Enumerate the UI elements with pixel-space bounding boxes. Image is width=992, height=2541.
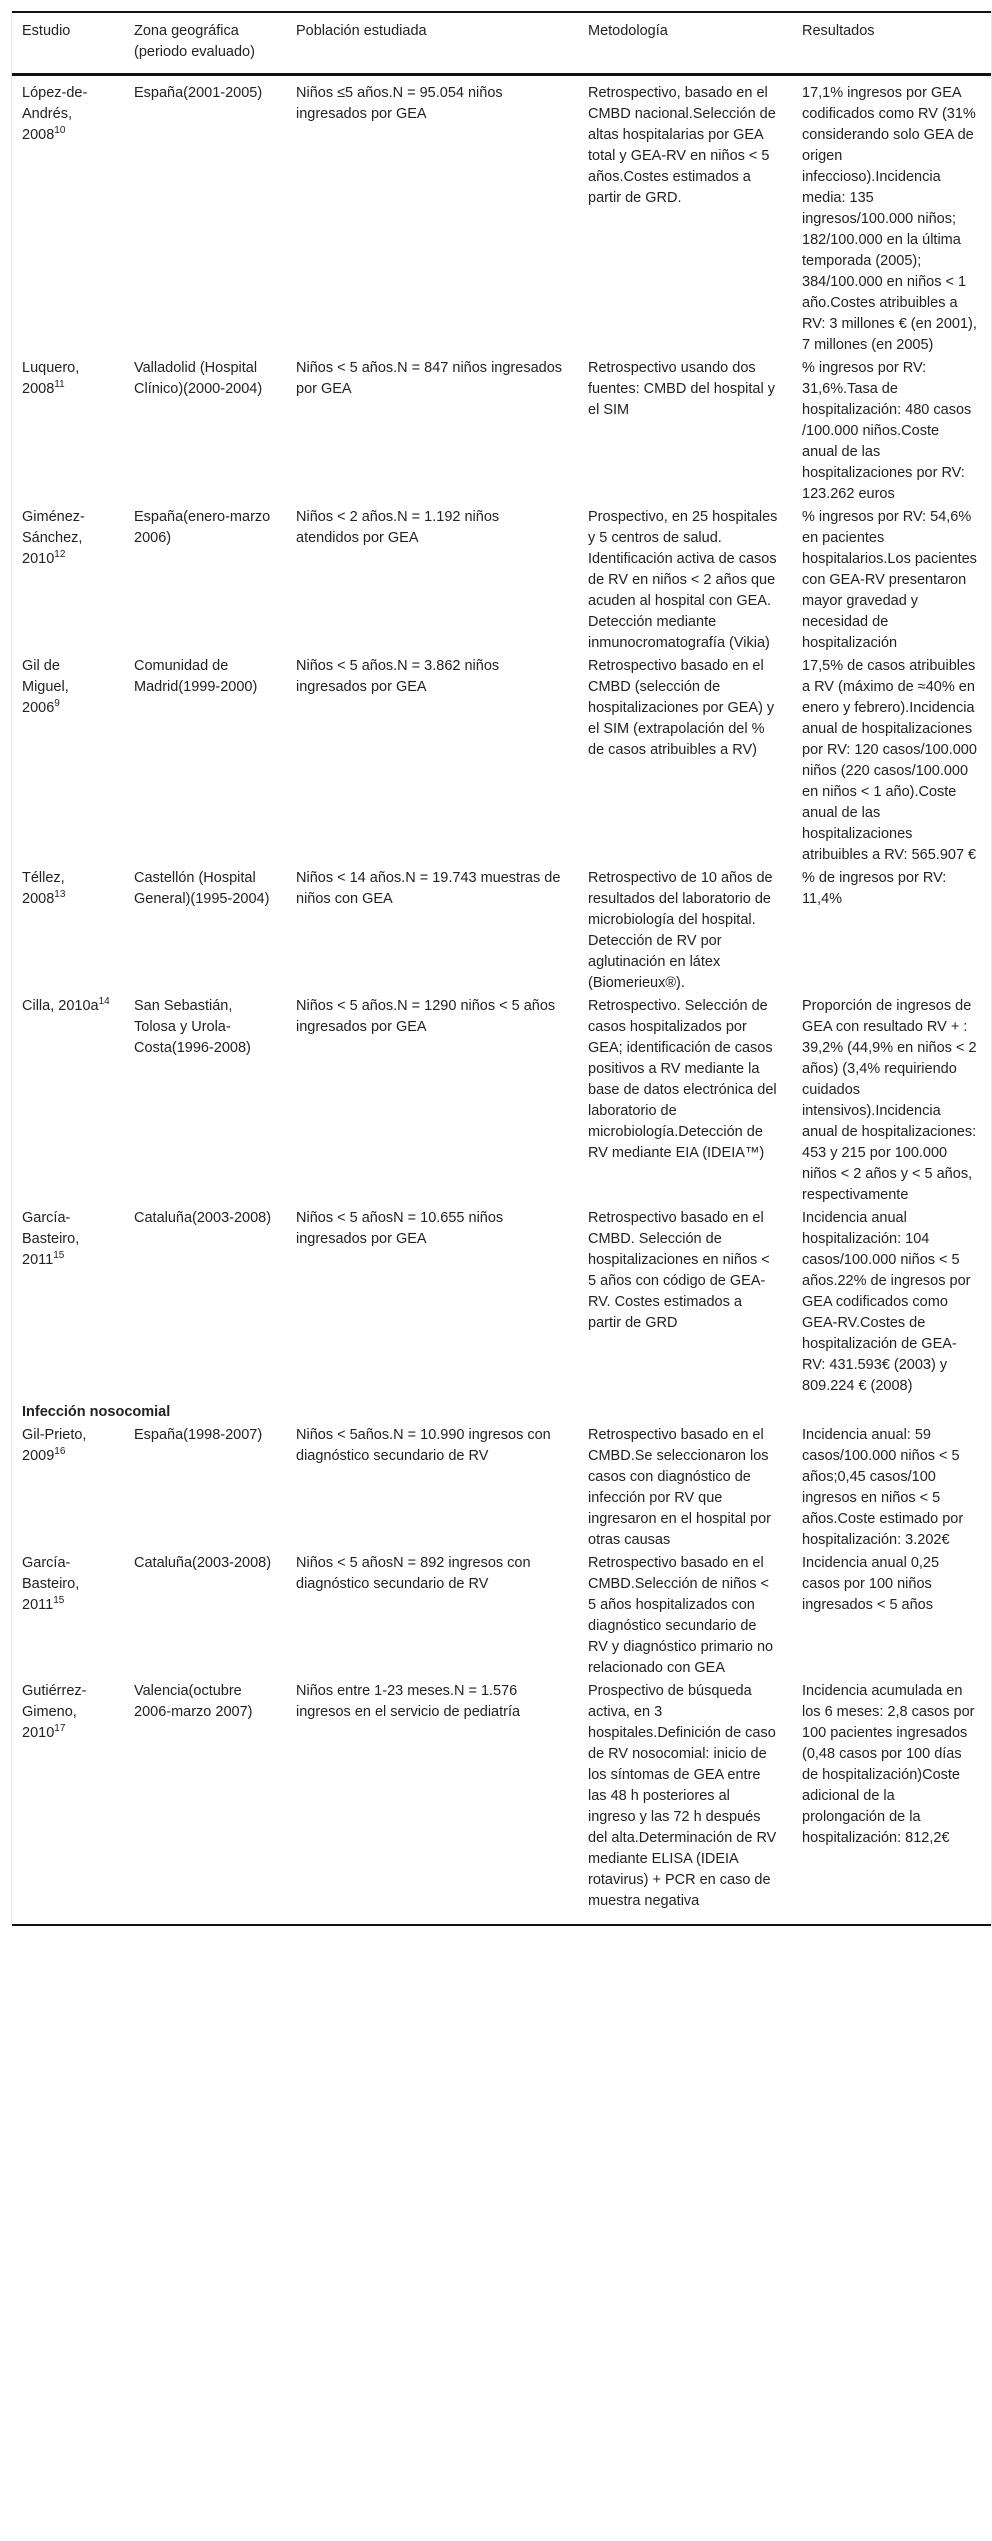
- methodology-cell: Retrospectivo basado en el CMBD. Selección de hospitalizaciones en niños < 5 años con código de GEA-RV. Costes estimados a partir de GRD: [588, 1210, 770, 1331]
- table-row: [12, 1424, 991, 1552]
- methodology-cell: Retrospectivo basado en el CMBD.Selección de niños < 5 años hospitalizados con diagnóstico secundario de RV y diagnóstico primario no relacionado con GEA: [588, 1555, 774, 1676]
- table-row: [12, 867, 991, 995]
- results-cell: Incidencia anual hospitalización: 104 casos/100.000 niños < 5 años.22% de ingresos por GEA codificados como GEA-RV.Costes de hospitalización de GEA-RV: 431.593€ (2003) y 809.224 € (2008): [802, 1210, 971, 1394]
- table-row: [12, 506, 991, 655]
- study-cell: [12, 75, 124, 358]
- header-study: Estudio: [22, 23, 71, 39]
- study-name: Cilla, 2010a: [22, 998, 99, 1014]
- zone-cell: San Sebastián, Tolosa y Urola-Costa(1996-2008): [134, 998, 251, 1056]
- header-methodology: Metodología: [588, 23, 668, 39]
- results-cell: Incidencia anual: 59 casos/100.000 niños < 5 años;0,45 casos/100 ingresos en niños < 5 años.Coste estimado por hospitalización: 3.202€: [802, 1427, 964, 1548]
- results-cell: Incidencia acumulada en los 6 meses: 2,8 casos por 100 pacientes ingresados (0,48 casos por 100 días de hospitalización)Coste adicional de la prolongación de la hospitalización: 812,2€: [802, 1683, 975, 1846]
- zone-cell: Valladolid (Hospital Clínico)(2000-2004): [134, 360, 263, 397]
- table-header-row: [12, 12, 991, 75]
- population-cell: Niños < 5 añosN = 10.655 niños ingresados por GEA: [296, 1210, 504, 1247]
- results-cell: % de ingresos por RV: 11,4%: [802, 870, 947, 907]
- study-name: Gil-Prieto, 2009: [22, 1427, 87, 1464]
- study-cell: [12, 1680, 124, 1925]
- table-row: [12, 1552, 991, 1680]
- table-row: [12, 655, 991, 867]
- reference-number: 11: [54, 379, 65, 391]
- header-zone: Zona geográfica (periodo evaluado): [134, 23, 255, 60]
- methodology-cell: Retrospectivo basado en el CMBD (selección de hospitalizaciones por GEA) y el SIM (extrapolación del % de casos atribuibles a RV): [588, 658, 775, 758]
- results-cell: Proporción de ingresos de GEA con resultado RV + : 39,2% (44,9% en niños < 2 años) (3,4% requiriendo cuidados intensivos).Incidencia anual de hospitalizaciones: 453 y 215 por 100.000 niños < 2 años y < 5 años, respectivamente: [802, 998, 977, 1203]
- study-name: López-de-Andrés, 2008: [22, 85, 88, 143]
- population-cell: Niños < 5 añosN = 892 ingresos con diagnóstico secundario de RV: [296, 1555, 531, 1592]
- population-cell: Niños < 2 años.N = 1.192 niños atendidos por GEA: [296, 509, 500, 546]
- study-name: Giménez-Sánchez, 2010: [22, 509, 85, 567]
- results-cell: Incidencia anual 0,25 casos por 100 niños ingresados < 5 años: [802, 1555, 940, 1613]
- reference-number: 15: [53, 1250, 65, 1262]
- population-cell: Niños ≤5 años.N = 95.054 niños ingresados por GEA: [296, 85, 503, 122]
- study-name: García-Basteiro, 2011: [22, 1555, 80, 1613]
- results-cell: 17,1% ingresos por GEA codificados como RV (31% considerando solo GEA de origen infeccioso).Incidencia media: 135 ingresos/100.000 niños; 182/100.000 en la última temporada (2005); 384/100.000 en niños < 1 año.Costes atribuibles a RV: 3 millones € (en 2001), 7 millones (en 2005): [802, 85, 977, 353]
- results-cell: % ingresos por RV: 54,6% en pacientes hospitalarios.Los pacientes con GEA-RV presentaron mayor gravedad y necesidad de hospitalización: [802, 509, 977, 651]
- zone-cell: España(enero-marzo 2006): [134, 509, 271, 546]
- methodology-cell: Prospectivo, en 25 hospitales y 5 centros de salud. Identificación activa de casos de RV en niños < 2 años que acuden al hospital con GEA. Detección mediante inmunocromatografía (Vikia): [588, 509, 778, 651]
- reference-number: 12: [54, 549, 66, 561]
- reference-number: 13: [54, 889, 66, 901]
- section-heading: Infección nosocomial: [22, 1404, 171, 1420]
- header-results: Resultados: [802, 23, 875, 39]
- studies-table: [12, 11, 991, 1926]
- zone-cell: Comunidad de Madrid(1999-2000): [134, 658, 258, 695]
- study-name: Gutiérrez-Gimeno, 2010: [22, 1683, 87, 1741]
- zone-cell: Castellón (Hospital General)(1995-2004): [134, 870, 270, 907]
- study-name: García-Basteiro, 2011: [22, 1210, 80, 1268]
- methodology-cell: Retrospectivo de 10 años de resultados del laboratorio de microbiología del hospital. Detección de RV por aglutinación en látex (Biomerieux®).: [588, 870, 773, 991]
- study-cell: [12, 506, 124, 655]
- results-cell: 17,5% de casos atribuibles a RV (máximo de ≈40% en enero y febrero).Incidencia anual de hospitalizaciones por RV: 120 casos/100.000 niños (220 casos/100.000 en niños < 1 año).Coste anual de las hospitalizaciones atribuibles a RV: 565.907 €: [802, 658, 977, 863]
- study-cell: [12, 1207, 124, 1398]
- methodology-cell: Prospectivo de búsqueda activa, en 3 hospitales.Definición de caso de RV nosocomial: inicio de los síntomas de GEA entre las 48 h posteriores al ingreso y las 72 h después del alta.Determinación de RV mediante ELISA (IDEIA rotavirus) + PCR en caso de muestra negativa: [588, 1683, 777, 1909]
- study-cell: [12, 357, 124, 506]
- population-cell: Niños < 5años.N = 10.990 ingresos con diagnóstico secundario de RV: [296, 1427, 551, 1464]
- table-row: [12, 1207, 991, 1398]
- header-population: Población estudiada: [296, 23, 427, 39]
- population-cell: Niños < 5 años.N = 847 niños ingresados por GEA: [296, 360, 563, 397]
- table-row: [12, 1680, 991, 1925]
- methodology-cell: Retrospectivo, basado en el CMBD nacional.Selección de altas hospitalarias por GEA total y GEA-RV en niños < 5 años.Costes estimados a partir de GRD.: [588, 85, 776, 206]
- reference-number: 17: [54, 1723, 66, 1735]
- section-row: [12, 1398, 991, 1424]
- studies-table-container: [11, 11, 992, 1926]
- reference-number: 15: [53, 1595, 65, 1607]
- results-cell: % ingresos por RV: 31,6%.Tasa de hospitalización: 480 casos /100.000 niños.Coste anual de las hospitalizaciones por RV: 123.262 euros: [802, 360, 972, 502]
- reference-number: 14: [98, 996, 110, 1008]
- population-cell: Niños entre 1-23 meses.N = 1.576 ingresos en el servicio de pediatría: [296, 1683, 521, 1720]
- population-cell: Niños < 14 años.N = 19.743 muestras de niños con GEA: [296, 870, 561, 907]
- reference-number: 10: [54, 125, 66, 137]
- table-row: [12, 995, 991, 1207]
- methodology-cell: Retrospectivo. Selección de casos hospitalizados por GEA; identificación de casos positivos a RV mediante la base de datos electrónica del laboratorio de microbiología.Detección de RV mediante EIA (IDEIA™): [588, 998, 777, 1161]
- table-row: [12, 357, 991, 506]
- study-name: Téllez, 2008: [22, 870, 65, 907]
- zone-cell: Cataluña(2003-2008): [134, 1555, 272, 1571]
- study-cell: [12, 655, 124, 867]
- table-row: [12, 75, 991, 358]
- zone-cell: Valencia(octubre 2006-marzo 2007): [134, 1683, 253, 1720]
- table-body: [12, 75, 991, 1926]
- methodology-cell: Retrospectivo usando dos fuentes: CMBD del hospital y el SIM: [588, 360, 775, 418]
- zone-cell: España(1998-2007): [134, 1427, 263, 1443]
- methodology-cell: Retrospectivo basado en el CMBD.Se seleccionaron los casos con diagnóstico de infección por RV que ingresaron en el hospital por otras causas: [588, 1427, 771, 1548]
- study-cell: [12, 1424, 124, 1552]
- reference-number: 9: [54, 698, 60, 710]
- population-cell: Niños < 5 años.N = 1290 niños < 5 años ingresados por GEA: [296, 998, 556, 1035]
- population-cell: Niños < 5 años.N = 3.862 niños ingresados por GEA: [296, 658, 500, 695]
- study-cell: [12, 1552, 124, 1680]
- study-cell: [12, 995, 124, 1207]
- study-name: Gil de Miguel, 2006: [22, 658, 69, 716]
- study-name: Luquero, 2008: [22, 360, 80, 397]
- zone-cell: España(2001-2005): [134, 85, 263, 101]
- reference-number: 16: [54, 1446, 66, 1458]
- zone-cell: Cataluña(2003-2008): [134, 1210, 272, 1226]
- study-cell: [12, 867, 124, 995]
